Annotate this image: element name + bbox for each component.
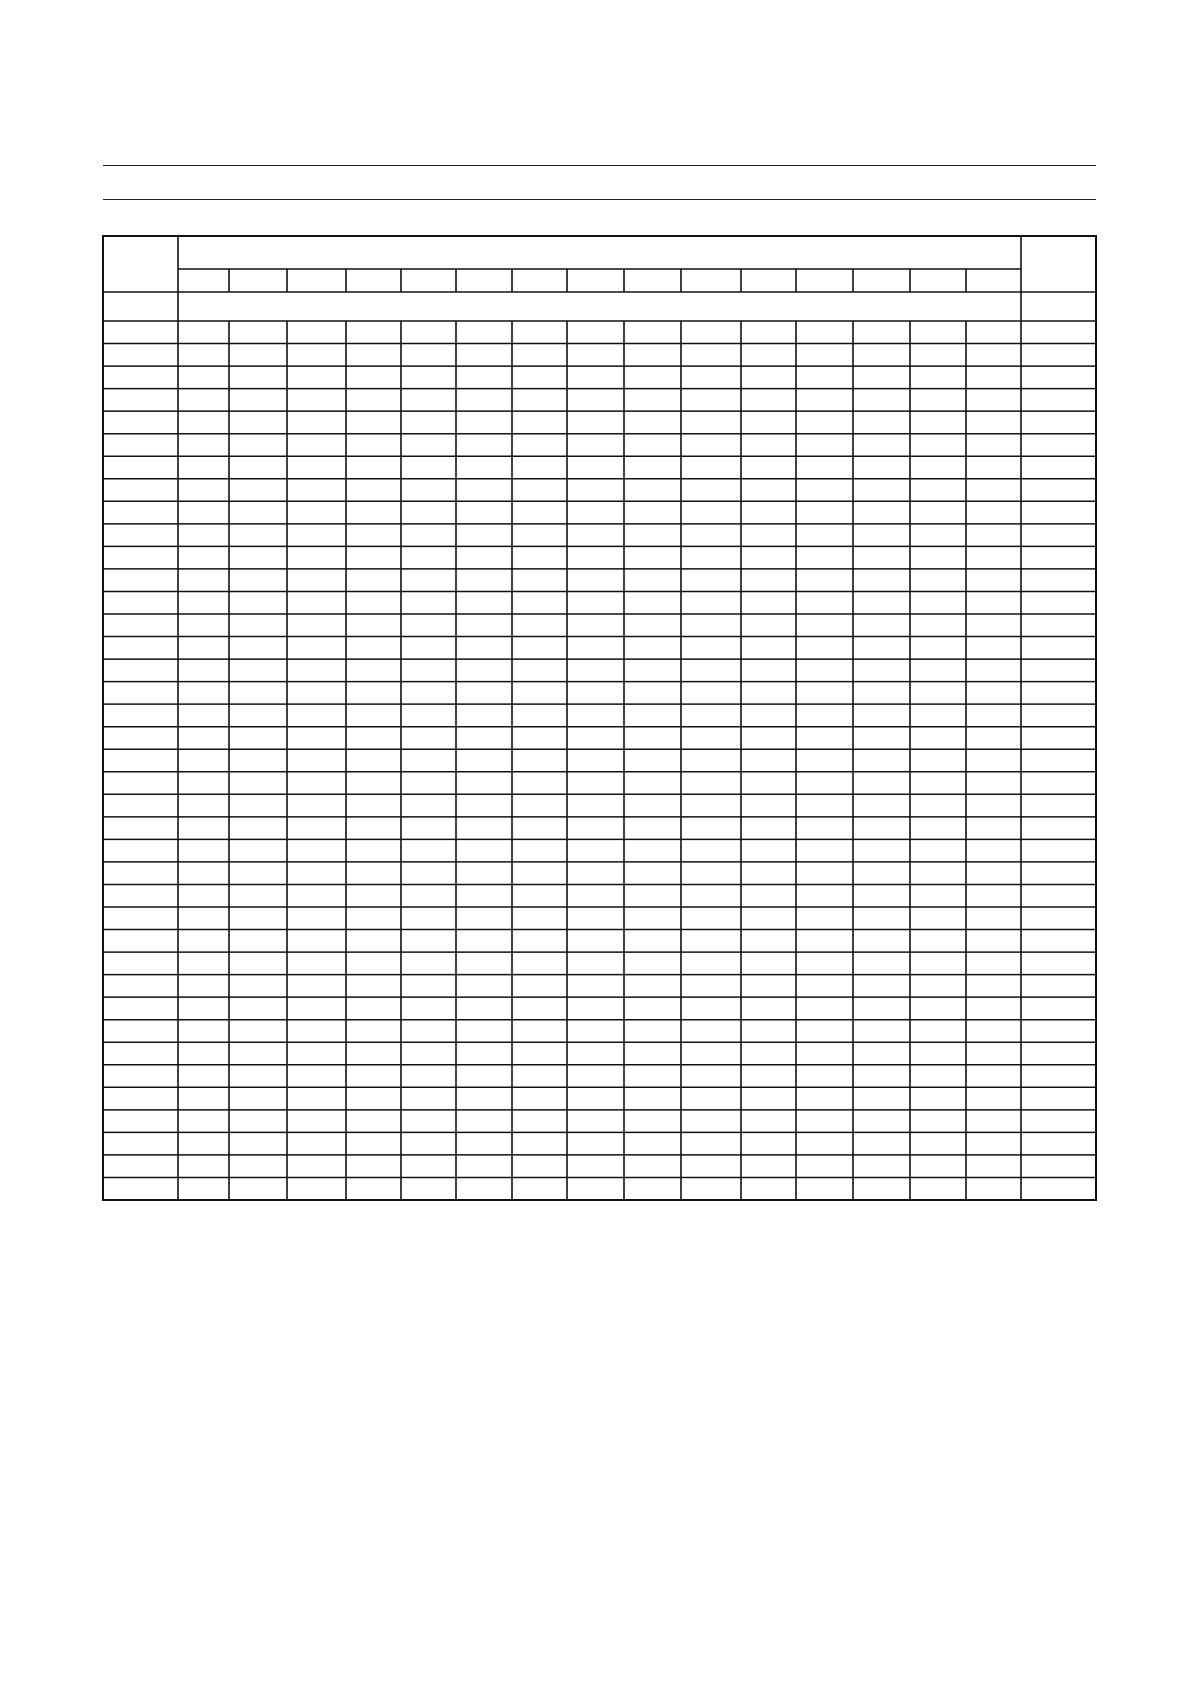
table-frame [103, 236, 1096, 1200]
